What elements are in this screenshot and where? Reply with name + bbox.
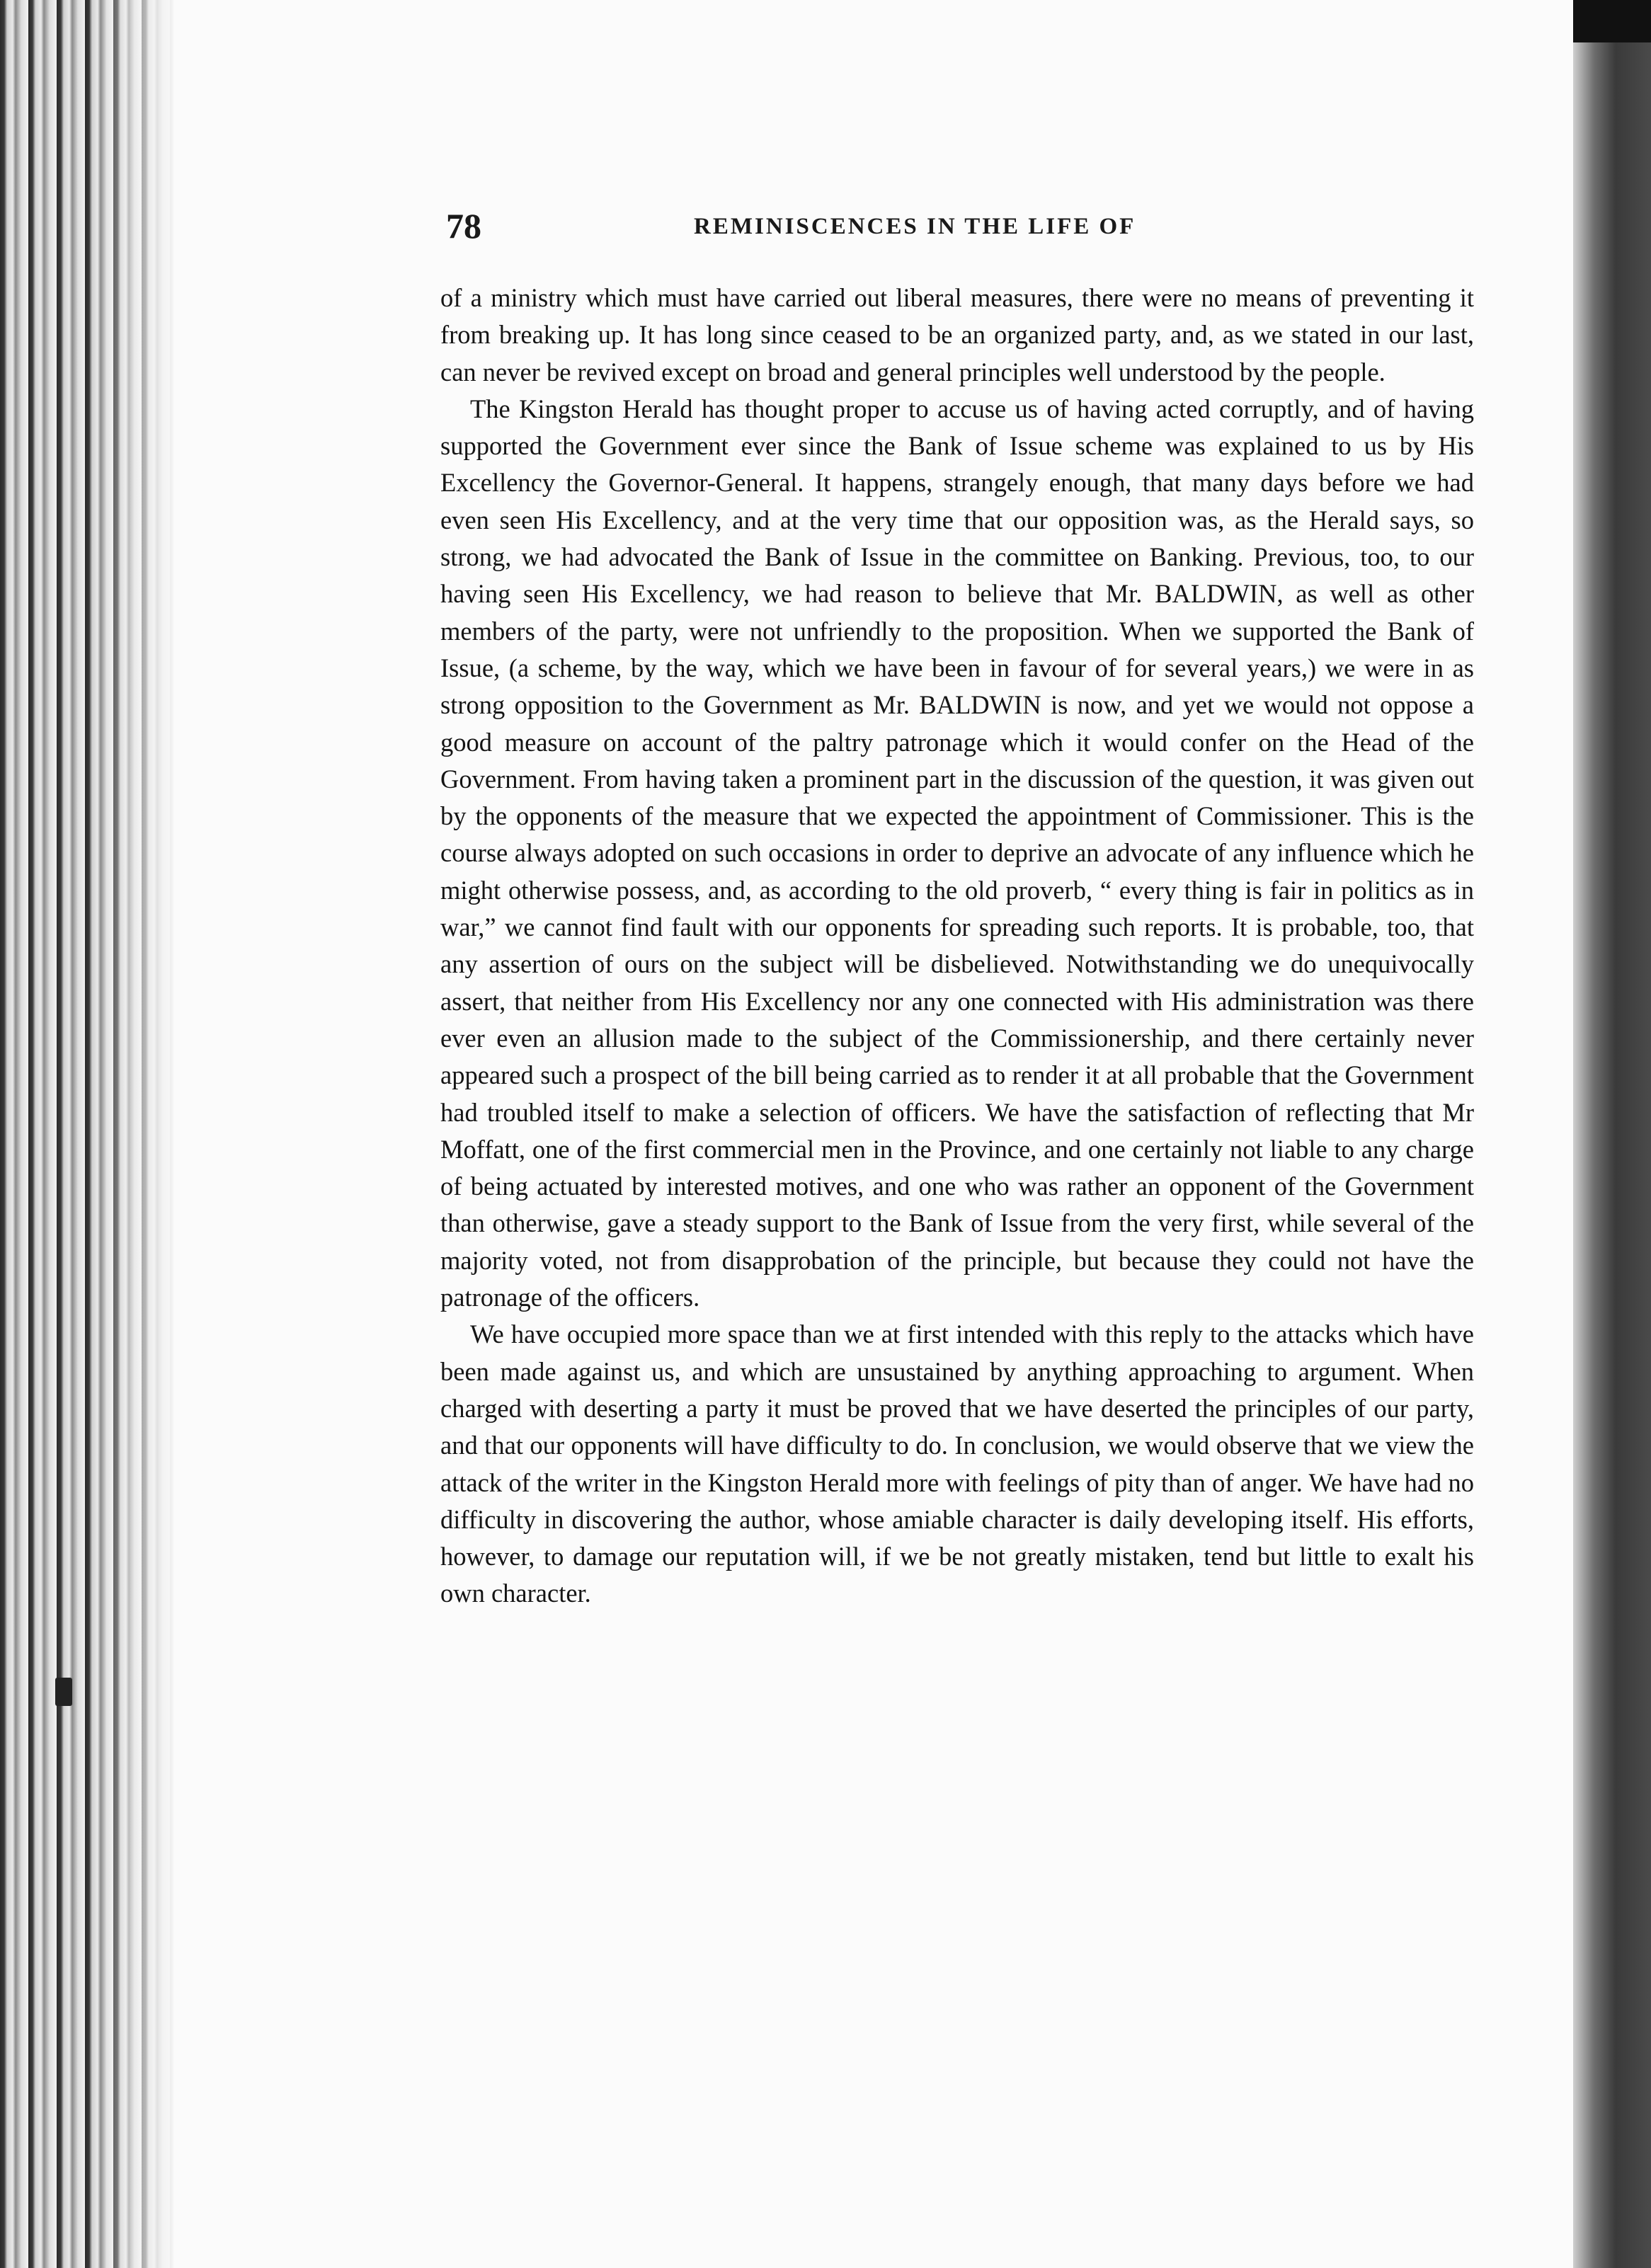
scan-right-edge <box>1573 0 1651 2268</box>
margin-mark <box>55 1678 72 1706</box>
gutter-shadow <box>106 0 173 2268</box>
page-number: 78 <box>446 206 481 246</box>
page-header <box>446 205 1487 255</box>
paragraph-conclusion: We have occupied more space than we at first intended with this reply to the attacks which have been made against us, and which are unsustained by anything approaching to argument. When charged with deserting a party it must be proved that we have deserted the principles of our party, and that our opponents will have difficulty to do. In conclusion, we would observe that we view the attack of the writer in the Kingston Herald more with feelings of pity than of anger. We have had no difficulty in discovering the author, whose amiable character is daily developing itself. His efforts, however, to damage our reputation will, if we be not greatly mistaken, tend but little to exalt his own character. <box>440 1319 1474 1608</box>
body-text <box>440 280 1474 1613</box>
scan-right-edge-top <box>1573 0 1651 42</box>
paragraph-continued: of a ministry which must have carried out liberal measures, there were no means of preventing it from breaking up. It has long since ceased to be an organized party, and, as we stated in our last, can never be revived except on broad and general principles well understood by the people. <box>440 283 1474 386</box>
paragraph-kingston-herald: The Kingston Herald has thought proper to accuse us of having acted corruptly, and of having supported the Government ever since the Bank of Issue scheme was explained to us by His Excellency the Governor-General. It happens, strangely enough, that many days before we had even seen His Excellency, and at the very time that our opposition was, as the Herald says, so strong, we had advocated the Bank of Issue in the committee on Banking. Previous, too, to our having seen His Excellency, we had reason to believe that Mr. BALDWIN, as well as other members of the party, were not unfriendly to the proposition. When we supported the Bank of Issue, (a scheme, by the way, which we have been in favour of for several years,) we were in as strong opposition to the Government as Mr. BALDWIN is now, and yet we would not oppose a good measure on account of the paltry patronage which it would confer on the Head of the Government. From having taken a prominent part in the discussion of the question, it was given out by the opponents of the measure that we expected the appointment of Commissioner. This is the course always adopted on such occasions in order to deprive an advocate of any influence which he might otherwise possess, and, as according to the old proverb, “ every thing is fair in politics as in war,” we cannot find fault with our opponents for spreading such reports. It is probable, too, that any assertion of ours on the subject will be disbelieved. Notwithstanding we do unequivocally assert, that neither from His Excellency nor any one connected with His administration was there ever even an allusion made to the subject of the Commissionership, and there certainly never appeared such a prospect of the bill being carried as to render it at all probable that the Government had troubled itself to make a selection of officers. We have the satisfaction of reflecting that Mr Moffatt, one of the first commercial men in the Province, and one certainly not liable to any charge of being actuated by interested motives, and one who was rather an opponent of the Government than otherwise, gave a steady support to the Bank of Issue from the very first, while several of the majority voted, not from disapprobation of the principle, but because they could not have the patronage of the officers. <box>440 394 1474 1312</box>
running-head: REMINISCENCES IN THE LIFE OF <box>694 214 1136 239</box>
